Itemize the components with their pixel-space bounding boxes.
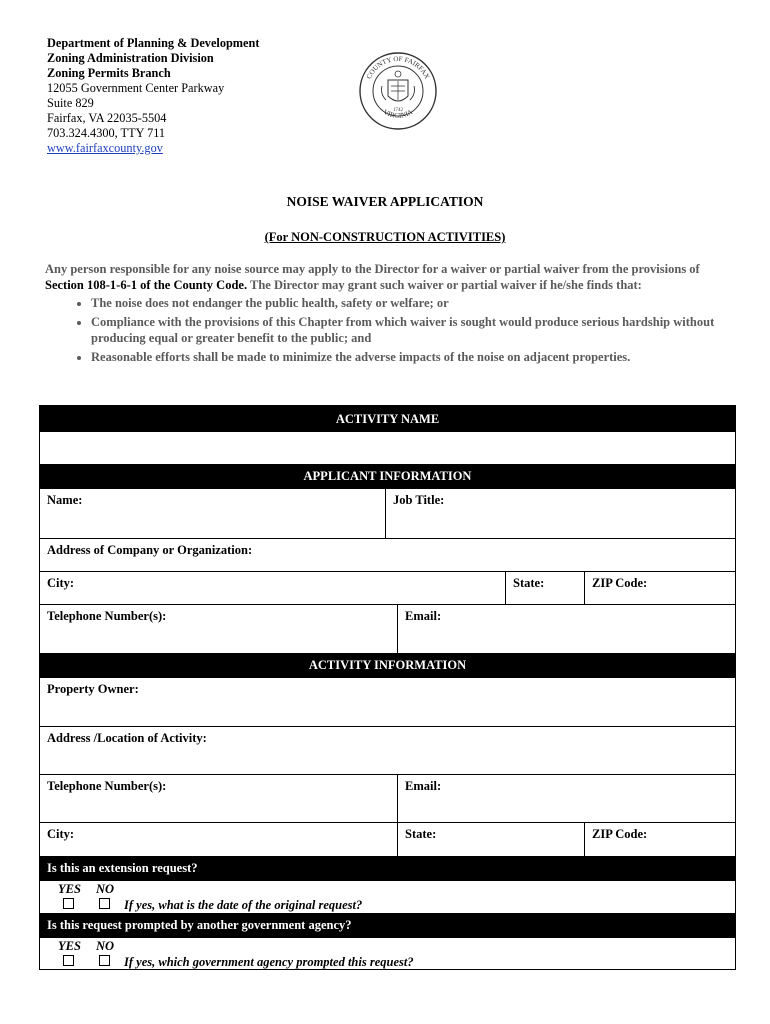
- email-field[interactable]: [397, 605, 735, 653]
- activity-state-field[interactable]: [397, 823, 584, 856]
- page-title: NOISE WAIVER APPLICATION: [286, 194, 484, 209]
- page-subtitle: (For NON-CONSTRUCTION ACTIVITIES): [264, 230, 506, 244]
- activity-email-field[interactable]: [397, 775, 735, 822]
- no-label: NO: [96, 882, 115, 896]
- agency-no-checkbox[interactable]: [99, 955, 110, 966]
- email-label: Email:: [405, 609, 442, 623]
- criteria-item: • Reasonable efforts shall be made to minimize the adverse impacts of the noise on adjacent properties.: [91, 349, 725, 365]
- property-owner-label: Property Owner:: [47, 682, 139, 696]
- zip-label: ZIP Code:: [592, 576, 648, 590]
- criteria-item: • Compliance with the provisions of this Chapter from which waiver is sought would produce serious hardship without producing equal or greater benefit to the public; and: [91, 314, 725, 346]
- activity-state-label: State:: [405, 827, 437, 841]
- department-name: Department of Planning & Development: [47, 36, 260, 50]
- address-line-1: 12055 Government Center Parkway: [47, 81, 225, 95]
- telephone-field[interactable]: [40, 605, 397, 653]
- county-seal-icon: [358, 50, 438, 132]
- seal-top-text: COUNTY OF FAIRFAX: [364, 54, 432, 81]
- activity-name-header: ACTIVITY NAME: [40, 406, 735, 432]
- extension-followup-text: If yes, what is the date of the original request?: [124, 898, 363, 912]
- intro-text-2: The Director may grant such waiver or partial waiver if he/she finds that:: [247, 278, 642, 292]
- intro-paragraph: [45, 261, 725, 368]
- applicant-info-header: APPLICANT INFORMATION: [40, 464, 735, 489]
- svg-text:COUNTY OF FAIRFAX: [365, 55, 431, 80]
- branch-name: Zoning Permits Branch: [47, 66, 171, 80]
- criteria-item: • The noise does not endanger the public health, safety or welfare; or: [91, 295, 725, 311]
- seal-bottom-text: VIRGINIA: [381, 107, 415, 120]
- header-block: [47, 36, 259, 156]
- no-label: NO: [96, 939, 115, 953]
- agency-question: Is this request prompted by another government agency?: [40, 913, 735, 938]
- address-line-3: Fairfax, VA 22035-5504: [47, 111, 167, 125]
- intro-text-1: Any person responsible for any noise source may apply to the Director for a waiver or partial waiver from the provisions of: [45, 262, 700, 276]
- job-title-field[interactable]: [385, 489, 735, 538]
- activity-location-field[interactable]: [40, 727, 735, 774]
- activity-email-label: Email:: [405, 779, 442, 793]
- property-owner-field[interactable]: [40, 678, 735, 726]
- application-form: [39, 405, 736, 970]
- state-label: State:: [513, 576, 545, 590]
- name-field[interactable]: [40, 489, 385, 538]
- activity-zip-label: ZIP Code:: [592, 827, 648, 841]
- name-label: Name:: [47, 493, 83, 507]
- activity-city-label: City:: [47, 827, 75, 841]
- code-reference: Section 108-1-6-1 of the County Code.: [45, 278, 248, 292]
- activity-location-label: Address /Location of Activity:: [47, 731, 207, 745]
- agency-yes-checkbox[interactable]: [63, 955, 74, 966]
- extension-question: Is this an extension request?: [40, 856, 735, 881]
- city-field[interactable]: [40, 572, 505, 604]
- criteria-list: [45, 295, 725, 365]
- activity-zip-field[interactable]: [584, 823, 735, 856]
- company-address-label: Address of Company or Organization:: [47, 543, 253, 557]
- zip-field[interactable]: [584, 572, 735, 604]
- company-address-field[interactable]: [40, 539, 735, 571]
- agency-followup-text: If yes, which government agency prompted this request?: [124, 955, 414, 969]
- yes-label: YES: [58, 939, 81, 953]
- city-label: City:: [47, 576, 75, 590]
- yes-label: YES: [58, 882, 81, 896]
- seal-year: 1742: [393, 108, 403, 113]
- extension-yes-checkbox[interactable]: [63, 898, 74, 909]
- job-title-label: Job Title:: [393, 493, 445, 507]
- website-link[interactable]: www.fairfaxcounty.gov: [47, 141, 163, 155]
- address-line-2: Suite 829: [47, 96, 94, 110]
- activity-city-field[interactable]: [40, 823, 397, 856]
- agency-answer-row: [40, 938, 735, 969]
- activity-telephone-label: Telephone Number(s):: [47, 779, 167, 793]
- phone-number: 703.324.4300, TTY 711: [47, 126, 166, 140]
- activity-info-header: ACTIVITY INFORMATION: [40, 653, 735, 678]
- state-field[interactable]: [505, 572, 584, 604]
- extension-answer-row: [40, 881, 735, 913]
- division-name: Zoning Administration Division: [47, 51, 214, 65]
- telephone-label: Telephone Number(s):: [47, 609, 167, 623]
- extension-no-checkbox[interactable]: [99, 898, 110, 909]
- activity-name-field[interactable]: [40, 432, 735, 464]
- activity-telephone-field[interactable]: [40, 775, 397, 822]
